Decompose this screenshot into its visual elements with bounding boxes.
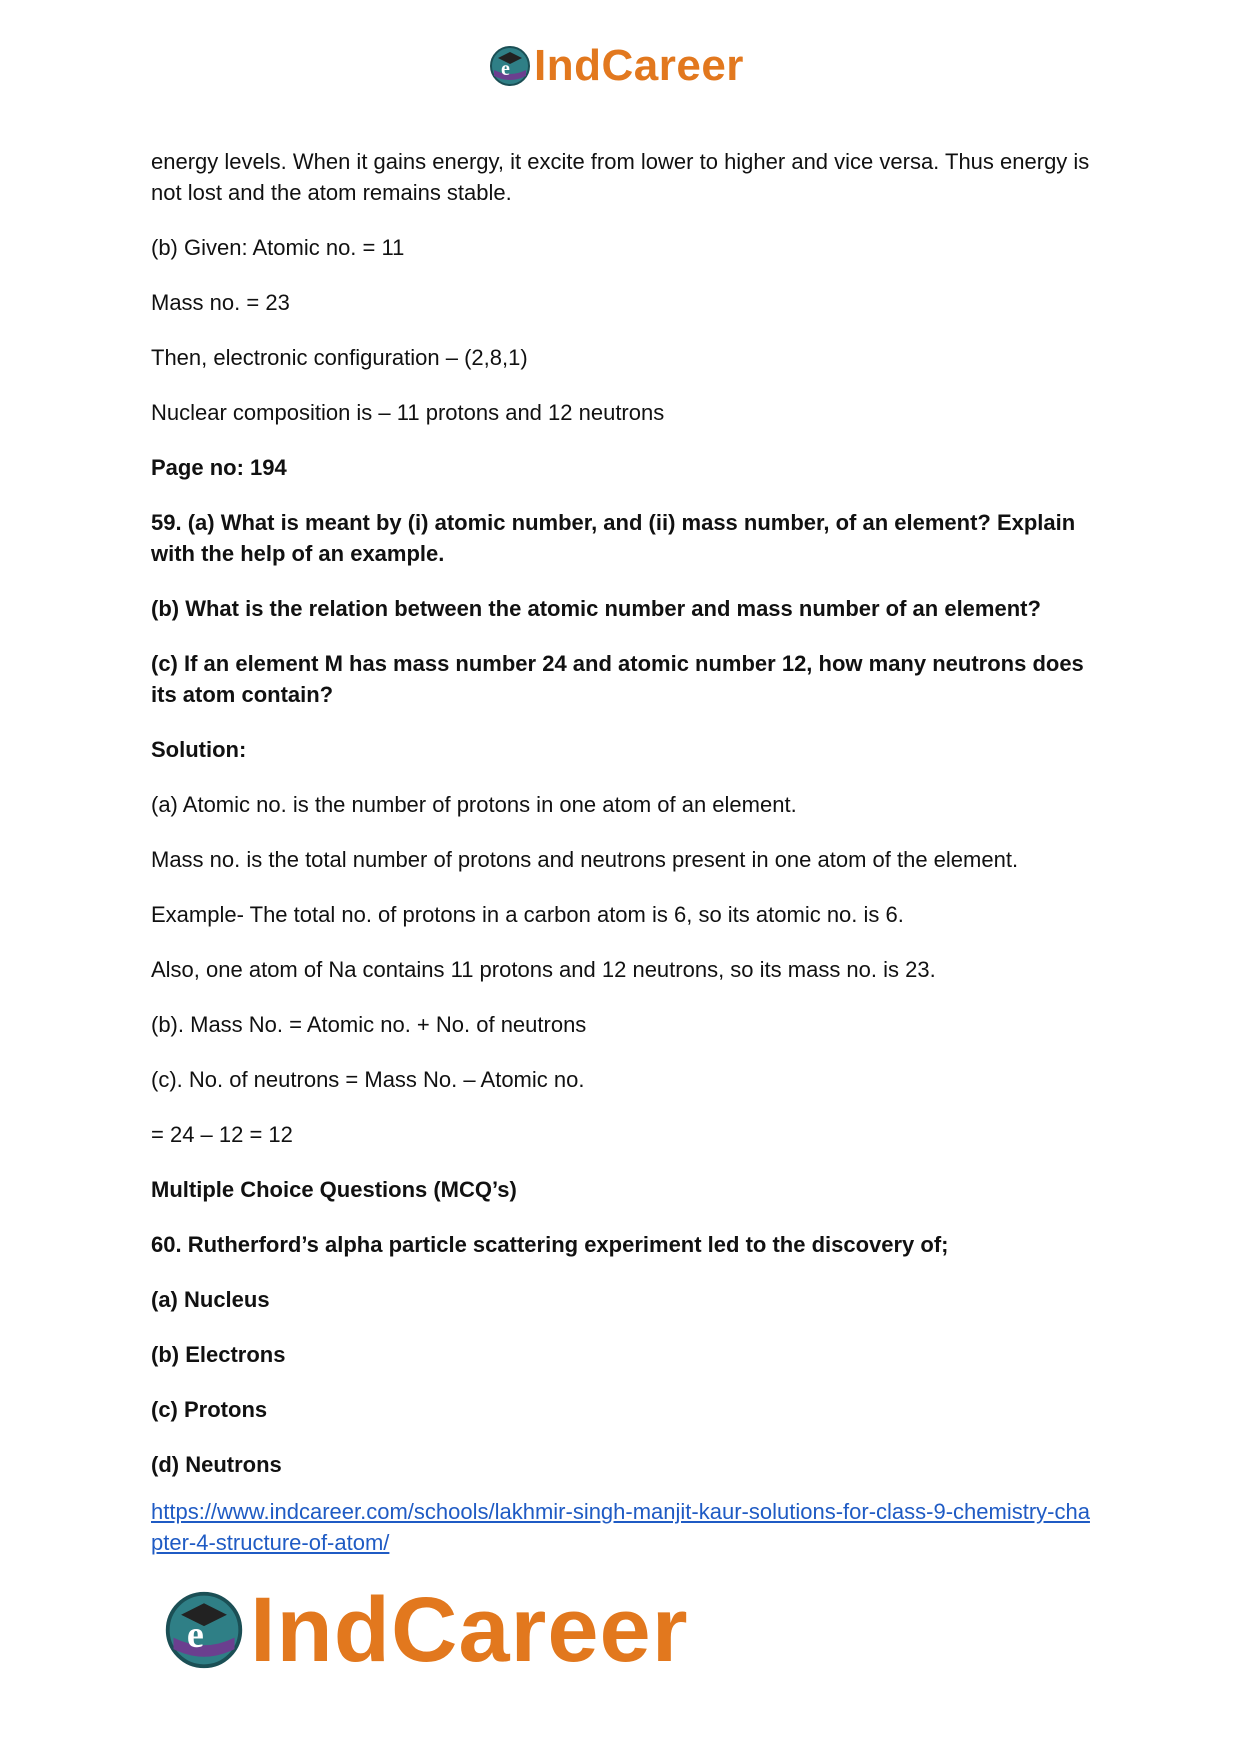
paragraph: Also, one atom of Na contains 11 protons and 12 neutrons, so its mass no. is 23. [151, 957, 936, 982]
footer-logo-text: IndCareer [250, 1579, 689, 1681]
svg-text:e: e [186, 1614, 204, 1657]
bold-paragraph: (a) Nucleus [151, 1287, 270, 1312]
bold-paragraph: (d) Neutrons [151, 1452, 282, 1477]
paragraph: = 24 – 12 = 12 [151, 1122, 293, 1147]
bold-paragraph: Solution: [151, 737, 247, 762]
paragraph: energy levels. When it gains energy, it excite from lower to higher and vice versa. Thus energy is not lost and the atom remains stable. [151, 149, 1090, 205]
paragraph: Mass no. = 23 [151, 290, 290, 315]
footer-logo [162, 1580, 689, 1680]
bold-paragraph: Multiple Choice Questions (MCQ’s) [151, 1177, 517, 1202]
header-logo [488, 40, 744, 92]
document-body [151, 146, 1101, 1558]
bold-paragraph: 59. (a) What is meant by (i) atomic number, and (ii) mass number, of an element? Explain with the help of an example. [151, 510, 1076, 566]
paragraph: Example- The total no. of protons in a carbon atom is 6, so its atomic no. is 6. [151, 902, 904, 927]
paragraph: Mass no. is the total number of protons and neutrons present in one atom of the element. [151, 847, 1019, 872]
bold-paragraph: (c) Protons [151, 1397, 268, 1422]
globe-book-icon [488, 44, 532, 88]
globe-book-icon [162, 1588, 246, 1672]
bold-paragraph: 60. Rutherford’s alpha particle scattering experiment led to the discovery of; [151, 1232, 949, 1257]
bold-paragraph: (b) Electrons [151, 1342, 286, 1367]
paragraph: (b). Mass No. = Atomic no. + No. of neutrons [151, 1012, 587, 1037]
source-link[interactable]: https://www.indcareer.com/schools/lakhmir-singh-manjit-kaur-solutions-for-class-9-chemistry-chapter-4-structure-of-atom/ [151, 1499, 1090, 1555]
bold-paragraph: Page no: 194 [151, 455, 287, 480]
bold-paragraph: (b) What is the relation between the atomic number and mass number of an element? [151, 596, 1041, 621]
paragraph: Then, electronic configuration – (2,8,1) [151, 345, 528, 370]
paragraph: (b) Given: Atomic no. = 11 [151, 235, 405, 260]
paragraph: (a) Atomic no. is the number of protons in one atom of an element. [151, 792, 797, 817]
paragraph: Nuclear composition is – 11 protons and 12 neutrons [151, 400, 665, 425]
paragraph: (c). No. of neutrons = Mass No. – Atomic no. [151, 1067, 585, 1092]
svg-text:e: e [501, 58, 510, 80]
header-logo-text: IndCareer [534, 41, 744, 90]
bold-paragraph: (c) If an element M has mass number 24 and atomic number 12, how many neutrons does its atom contain? [151, 651, 1084, 707]
